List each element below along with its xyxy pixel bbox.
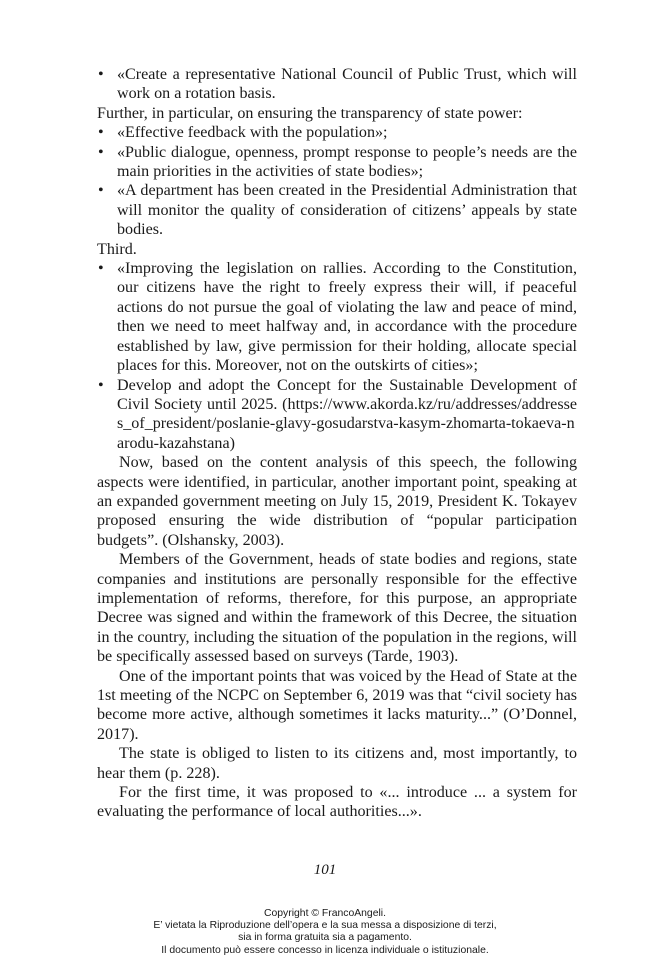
list-item-text: «Improving the legislation on rallies. According to the Constitution, our citizens have the right to freely express their will, if peaceful actions do not pursue the goal of violating the law and peace of mind, then we need to meet halfway and, in accordance with the procedure established by law, give permission for their holding, allocate special places for this. Moreover, not on the outskirts of cities»; (117, 260, 577, 375)
paragraph: Now, based on the content analysis of this speech, the following aspects were identified, in particular, another important point, speaking at an expanded government meeting on July 15, 2019, President K. Tokayev proposed ensuring the wide distribution of “popular participation budgets”. (Olshansky, 2003). (97, 454, 577, 549)
paragraph: For the first time, it was proposed to «... introduce ... a system for evaluating the performance of local authorities...». (97, 784, 577, 821)
source-url[interactable]: (https://www.akorda.kz/ru/addresses/addresses_of_president/poslanie-glavy-gosudarstva-kasym-zhomarta-tokaeva-narodu-kazahstana) (117, 395, 577, 452)
list-item-text: «Public dialogue, openness, prompt response to people’s needs are the main priorities in the activities of state bodies»; (117, 143, 577, 181)
paragraph: One of the important points that was voiced by the Head of State at the 1st meeting of the NCPC on September 6, 2019 was that “civil society has become more active, although sometimes it lacks maturity...” (O’Donnel, 2017). (97, 667, 577, 743)
copyright-line: Copyright © FrancoAngeli. (263, 908, 386, 919)
bullet-icon: • (98, 143, 104, 161)
bullet-list-council (97, 65, 577, 104)
list-item (97, 376, 577, 454)
bullet-list-transparency (97, 123, 577, 239)
bullet-icon: • (98, 124, 104, 142)
list-item (97, 259, 577, 375)
copyright-line: sia in forma gratuita sia a pagamento. (238, 932, 412, 944)
page-number: 101 (313, 862, 337, 878)
body-text (97, 65, 577, 822)
copyright-line: E’ vietata la Riproduzione dell’opera e la sua messa a disposizione di terzi, (153, 920, 497, 932)
list-item (97, 65, 577, 104)
transparency-intro: Further, in particular, on ensuring the transparency of state power: (97, 104, 523, 122)
bullet-icon: • (98, 182, 104, 200)
list-item-text: «Effective feedback with the population»; (117, 124, 388, 142)
paragraph: Members of the Government, heads of state bodies and regions, state companies and institutions are personally responsible for the effective implementation of reforms, therefore, for this purpose, an appropriate Decree was signed and within the framework of this Decree, the situation in the country, including the situation of the population in the regions, will be specifically assessed based on surveys (Tarde, 1903). (97, 551, 577, 666)
bullet-list-third (97, 259, 577, 453)
bullet-icon: • (98, 66, 104, 83)
bullet-icon: • (98, 260, 104, 278)
list-item-text: «Create a representative National Council of Public Trust, which will work on a rotation basis. (117, 66, 577, 103)
list-item (97, 123, 577, 142)
third-label: Third. (97, 240, 137, 258)
list-item-text: Develop and adopt the Concept for the Sustainable Development of Civil Society until 2025. (117, 376, 577, 413)
list-item (97, 181, 577, 239)
list-item-text: «A department has been created in the Presidential Administration that will monitor the quality of consideration of citizens’ appeals by state bodies. (117, 182, 577, 239)
list-item (97, 143, 577, 182)
paragraph: The state is obliged to listen to its citizens and, most importantly, to hear them (p. 228). (97, 745, 577, 782)
copyright-line: Il documento può essere concesso in licenza individuale o istituzionale. (161, 944, 489, 956)
copyright-notice (0, 908, 650, 957)
bullet-icon: • (98, 376, 104, 394)
